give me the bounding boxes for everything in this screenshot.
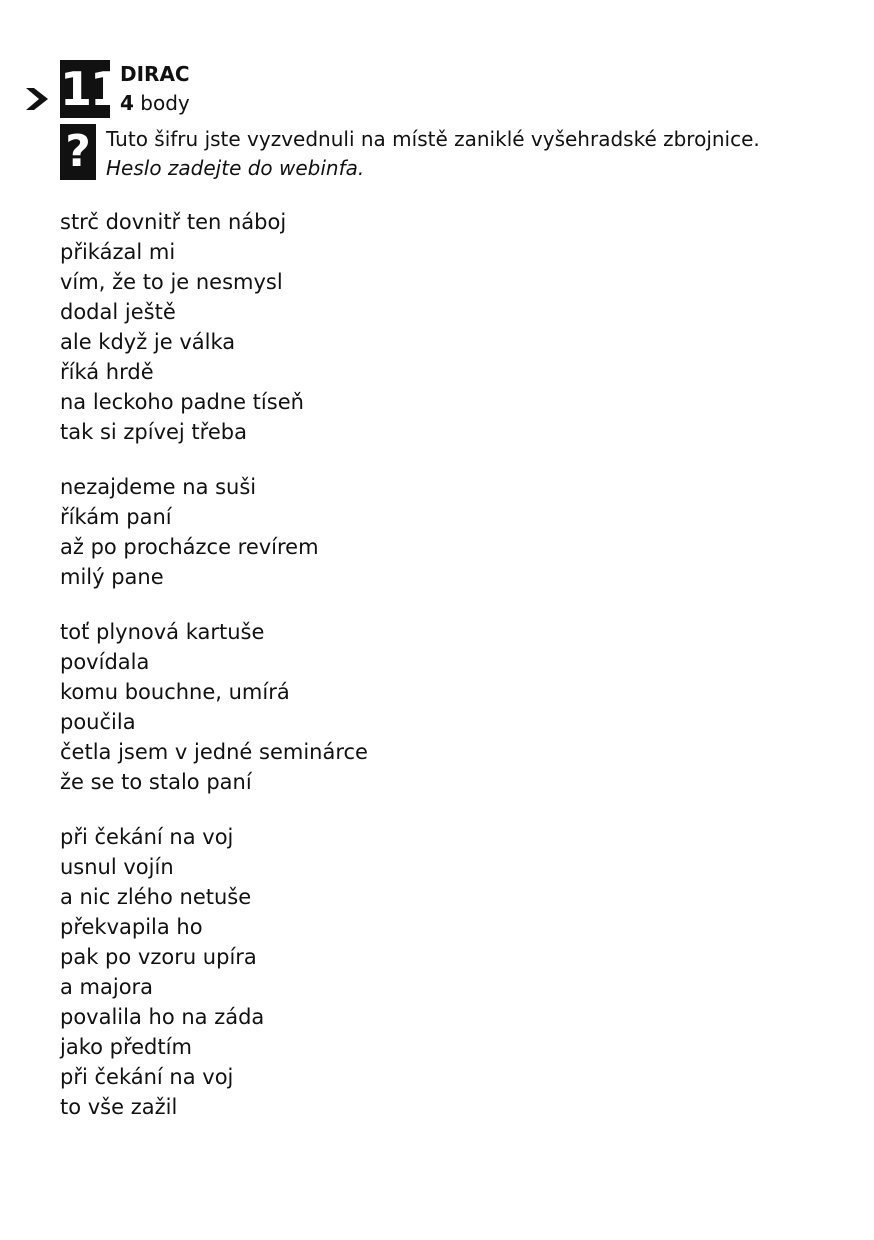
puzzle-number-badge: 11: [60, 62, 121, 116]
poem-line: usnul vojín: [60, 855, 174, 879]
poem-line: komu bouchne, umírá: [60, 680, 290, 704]
poem-line: ale když je válka: [60, 330, 236, 354]
poem-stanza: [60, 472, 368, 592]
poem-line: říkám paní: [60, 505, 172, 529]
question-mark-icon: ?: [60, 124, 96, 180]
poem-line: přikázal mi: [60, 240, 176, 264]
points-unit: body: [140, 91, 190, 115]
points-value: 4: [120, 91, 134, 115]
puzzle-description: [106, 125, 846, 183]
description-text: Tuto šifru jste vyzvednuli na místě zaniklé vyšehradské zbrojnice.: [106, 127, 760, 151]
poem-line: povalila ho na záda: [60, 1005, 265, 1029]
poem-line: pak po vzoru upíra: [60, 945, 257, 969]
poem-line: nezajdeme na suši: [60, 475, 257, 499]
poem-line: při čekání na voj: [60, 1065, 234, 1089]
poem-line: jako předtím: [60, 1035, 192, 1059]
poem-line: že se to stalo paní: [60, 770, 252, 794]
poem-line: a majora: [60, 975, 154, 999]
poem: [60, 207, 368, 1147]
poem-stanza: [60, 617, 368, 797]
arrow-right-icon: [24, 84, 50, 114]
poem-line: toť plynová kartuše: [60, 620, 265, 644]
puzzle-points: [120, 90, 190, 116]
poem-line: vím, že to je nesmysl: [60, 270, 283, 294]
poem-line: říká hrdě: [60, 360, 154, 384]
poem-line: dodal ještě: [60, 300, 176, 324]
poem-line: strč dovnitř ten náboj: [60, 210, 287, 234]
poem-stanza: [60, 207, 368, 447]
poem-line: tak si zpívej třeba: [60, 420, 247, 444]
poem-line: četla jsem v jedné seminárce: [60, 740, 368, 764]
instruction-text: Heslo zadejte do webinfa.: [106, 156, 365, 180]
poem-line: to vše zažil: [60, 1095, 178, 1119]
poem-line: poučila: [60, 710, 136, 734]
puzzle-title: DIRAC: [120, 62, 190, 86]
poem-line: na leckoho padne tíseň: [60, 390, 304, 414]
poem-stanza: [60, 822, 368, 1122]
poem-line: a nic zlého netuše: [60, 885, 252, 909]
poem-line: až po procházce revírem: [60, 535, 319, 559]
poem-line: milý pane: [60, 565, 164, 589]
poem-line: překvapila ho: [60, 915, 203, 939]
poem-line: povídala: [60, 650, 150, 674]
poem-line: při čekání na voj: [60, 825, 234, 849]
